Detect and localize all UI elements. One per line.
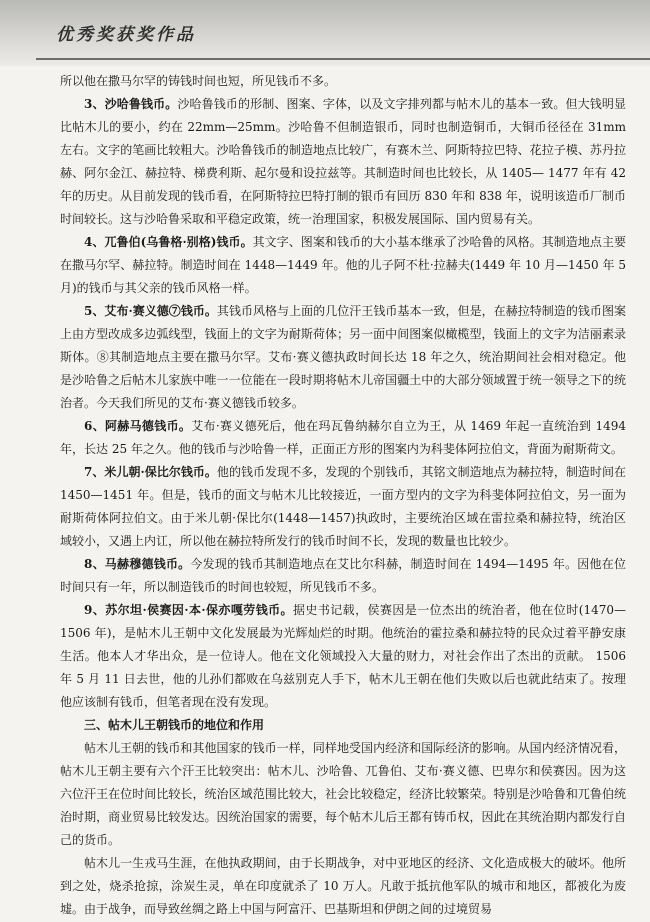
paragraph-lead: 3、沙哈鲁钱币。 [84, 97, 178, 111]
paragraph [60, 93, 626, 231]
paragraph-lead: 4、兀鲁伯(乌鲁格·别格)钱币。 [84, 235, 253, 249]
header-rule [36, 58, 650, 60]
paragraph [60, 231, 626, 300]
paragraph-text: 其文字、图案和钱币的大小基本继承了沙哈鲁的风格。其制造地点主要在撒马尔罕、赫拉特。制造时间在 1448—1449 年。他的儿子阿不杜·拉赫夫(1449 年 10 月—1450 年 5 月)的钱币与其父亲的钱币风格一样。 [60, 235, 626, 295]
paragraph-text: 今发现的钱币其制造地点在艾比尔科赫，制造时间在 1494—1495 年。因他在位时间只有一年，所以制造钱币的时间也较短，所见钱币不多。 [60, 557, 626, 594]
paragraph-text: 据史书记载，侯赛因是一位杰出的统治者，他在位时(1470—1506 年)，是帖木儿王朝中文化发展最为光辉灿烂的时期。他统治的霍拉桑和赫拉特的民众过着平静安康生活。他本人才华出众，是一位诗人。他在文化领域投入大量的财力，对社会作出了杰出的贡献。 1506 年 5 月 11 日去世，他的儿孙们都败在乌兹别克人手下，帖木儿王朝在他们失败以后也就此结束了。按理他应该制有钱币，但笔者现在没有发现。 [60, 603, 626, 709]
section-heading: 三、帖木儿王朝钱币的地位和作用 [84, 718, 265, 732]
article-body [60, 70, 626, 921]
paragraph-text: 他的钱币发现不多，发现的个别钱币，其铭文制造地点为赫拉特，制造时间在 1450—1451 年。但是，钱币的面文与帖木儿比较接近，一面方型内的文字为科斐体阿拉伯文，另一面为耐斯荷体阿拉伯文。由于米儿朝·保比尔(1448—1457)执政时，主要统治区域在雷拉桑和赫拉特，统治区域较小，又遇上内讧，所以他在赫拉特所发行的钱币时间不长，发现的数量也比较少。 [60, 465, 626, 548]
paragraph [60, 415, 626, 461]
paragraph-text: 沙哈鲁钱币的形制、图案、字体，以及文字排列都与帖木儿的基本一致。但大钱明显比帖木儿的要小，约在 22mm—25mm。沙哈鲁不但制造银币，同时也制造铜币，大铜币径径在 31mm 左右。文字的笔画比较粗大。沙哈鲁钱币的制造地点比较广，有赛木兰、阿斯特拉巴特、花拉子模、苏丹拉赫、阿尔金江、赫拉特、梯费利斯、起尔曼和设拉兹等。其制造时间也比较长，从 1405— 1477 年有 42 年的历史。从目前发现的钱币看，在阿斯特拉巴特打制的银币有回历 830 年和 838 年，说明该造币厂制币时间较长。这与沙哈鲁采取和平稳定政策，统一治理国家，积极发展国际、国内贸易有关。 [60, 97, 626, 226]
page-header [0, 0, 650, 66]
paragraph-lead: 7、米儿朝·保比尔钱币。 [84, 465, 217, 479]
paragraph-text: 艾布·赛义德死后，他在玛瓦鲁纳赫尔自立为王，从 1469 年起一直统治到 1494 年，长达 25 年之久。他的钱币与沙哈鲁一样，正面正方形的图案内为科斐体阿拉伯文，背面为耐斯荷文。 [60, 419, 626, 456]
paragraph: 所以他在撒马尔罕的铸钱时间也短，所见钱币不多。 [60, 74, 337, 88]
paragraph-lead: 9、苏尔坦·侯赛因·本·保亦嘎劳钱币。 [84, 603, 293, 617]
paragraph-lead: 5、艾布·赛义德⑦钱币。 [84, 304, 217, 318]
paragraph-text: 其钱币风格与上面的几位汗王钱币基本一致，但是，在赫拉特制造的钱币图案上由方型改成多边弧线型，钱面上的文字为耐斯荷体；另一面中间图案似橄榄型，钱面上的文字为洁丽素录斯体。⑧其制造地点主要在撒马尔罕。艾布·赛义德执政时间长达 18 年之久，统治期间社会相对稳定。他是沙哈鲁之后帖木儿家族中唯一一位能在一段时期将帖木儿帝国疆土中的大部分领域置于统一领导之下的统治者。今天我们所见的艾布·赛义德钱币较多。 [60, 304, 626, 410]
paragraph: 帖木儿一生戎马生涯，在他执政期间，由于长期战争，对中亚地区的经济、文化造成极大的破坏。他所到之处，烧杀抢掠，涂炭生灵，单在印度就杀了 10 万人。凡敢于抵抗他军队的城市和地区，都被化为废墟。由于战争，而导致丝绸之路上中国与阿富汗、巴基斯坦和伊朗之间的过境贸易 [60, 856, 626, 916]
header-title: 优秀奖获奖作品 [56, 25, 196, 45]
paragraph: 帖木儿王朝的钱币和其他国家的钱币一样，同样地受国内经济和国际经济的影响。从国内经济情况看，帖木儿王朝主要有六个汗王比较突出：帖木儿、沙哈鲁、兀鲁伯、艾布·赛义德、巴卑尔和侯赛因。因为这六位汗王在位时间比较长，统治区域范围比较大，社会比较稳定，经济比较繁荣。特别是沙哈鲁和兀鲁伯统治时期，商业贸易比较发达。因统治国家的需要，每个帖木儿后王都有铸币权，因此在其统治期内都发行自己的货币。 [60, 741, 626, 847]
paragraph-lead: 6、阿赫马德钱币。 [84, 419, 192, 433]
paragraph [60, 300, 626, 415]
paragraph-lead: 8、马赫穆德钱币。 [84, 557, 191, 571]
paragraph [60, 599, 626, 714]
paragraph [60, 461, 626, 553]
paragraph [60, 553, 626, 599]
